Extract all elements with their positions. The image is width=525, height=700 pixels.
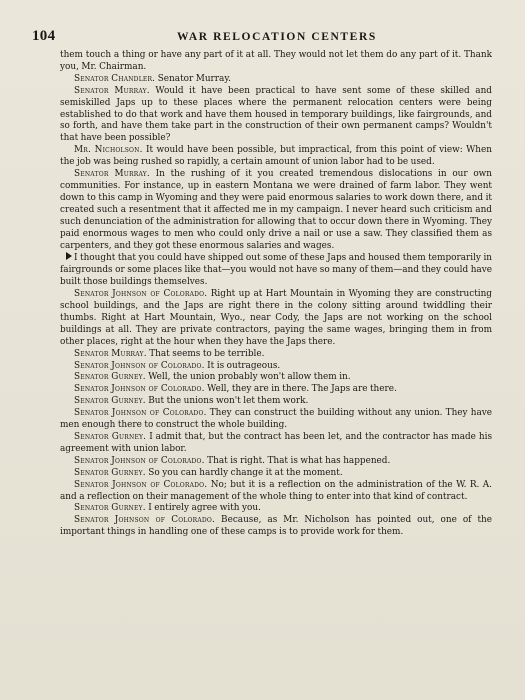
paragraph-text: No; but it is a reflection on the administration of the W. R. A. and a reflection on their management of the whole thing to enter into that kind of contract. <box>60 479 493 502</box>
paragraph <box>60 432 492 456</box>
paragraph-text: Well, the union probably won't allow them in. <box>145 372 351 383</box>
speaker-name: Senator Murray. <box>74 348 147 359</box>
speaker-name: Senator Johnson of Colorado. <box>74 289 208 300</box>
paragraph <box>60 456 492 468</box>
paragraph-text: It would have been possible, but impractical, from this point of view: When the job was being rushed so rapidly, a certain amount of union labor had to be used. <box>60 145 492 168</box>
paragraph-text: But the unions won't let them work. <box>145 396 309 407</box>
paragraph <box>60 408 492 432</box>
speaker-name: Senator Gurney. <box>74 372 146 383</box>
paragraph <box>60 468 492 480</box>
paragraph-text: Well, they are in there. The Japs are there. <box>204 384 397 395</box>
speaker-name: Senator Gurney. <box>74 432 147 442</box>
speaker-name: Senator Johnson of Colorado. <box>74 455 205 466</box>
paragraph-text: So you can hardly change it at the moment. <box>145 467 343 478</box>
paragraph <box>60 361 492 373</box>
speaker-name: Senator Johnson of Colorado. <box>74 408 207 419</box>
speaker-name: Senator Gurney. <box>74 467 146 478</box>
speaker-name: Senator Murray. <box>74 169 150 180</box>
paragraph-text: Right up at Hart Mountain in Wyoming they are constructing school buildings, and the Japs are right there in the colony sitting around twiddling their thumbs. Right at Hart Mountain, Wyo., near Cody, the Japs are not working on the school buildings at all. They are private contractors, paying the same wages, bringing them in from other places, right at the hour when they have the Japs there. <box>60 289 492 347</box>
paragraph <box>60 169 492 252</box>
page-header <box>32 28 477 46</box>
body-text <box>60 50 492 539</box>
paragraph <box>60 86 492 146</box>
paragraph-text: That is right. That is what has happened. <box>204 455 391 466</box>
paragraph-text: Senator Murray. <box>155 73 231 84</box>
paragraph <box>60 74 492 86</box>
page-number: 104 <box>32 28 56 44</box>
paragraph-text: They can construct the building without any union. They have men enough there to construct the whole building. <box>60 408 492 431</box>
paragraph <box>60 503 492 515</box>
speaker-name: Senator Murray. <box>74 85 150 96</box>
pointer-marker-icon <box>66 252 72 260</box>
paragraph <box>60 252 492 289</box>
paragraph <box>60 384 492 396</box>
paragraph-text: I thought that you could have shipped out some of these Japs and housed them temporarily in fairgrounds or some places like that—you would not have so many of them—and they could have built those buildings themselves. <box>60 253 493 288</box>
paragraph-text: It is outrageous. <box>204 360 281 371</box>
paragraph <box>60 396 492 408</box>
speaker-name: Senator Gurney. <box>74 396 146 407</box>
speaker-name: Senator Johnson of Colorado. <box>74 384 205 395</box>
paragraph-text: Would it have been practical to have sent some of these skilled and semiskilled Japs up to these places where the permanent relocation centers were being established to do that work and have them housed in temporary buildings, like fairgrounds, and so forth, and have them take part in the construction of their own permanent camps? Wouldn't that have been possible? <box>60 85 492 144</box>
paragraph-text: I admit that, but the contract has been let, and the contractor has made his agreement with union labor. <box>60 432 493 454</box>
paragraph-text: That seems to be terrible. <box>146 348 265 359</box>
paragraph-text: Because, as Mr. Nicholson has pointed out, one of the important things in handling one of these camps is to provide work for them. <box>60 515 492 538</box>
paragraph <box>60 349 492 361</box>
paragraph <box>60 515 492 539</box>
speaker-name: Mr. Nicholson. <box>74 145 143 156</box>
paragraph-text: In the rushing of it you created tremendous dislocations in our own communities. For instance, up in eastern Montana we were drained of farm labor. They went down to this camp in Wyoming and they were paid enormous salaries to work down there, and it created such a resentment that it affected me in my campaign. I never heard such criticism and such denunciation of the administration for allowing that to occur down there in Wyoming. They paid enormous wages to men who could only drive a nail or use a saw. They classified them as carpenters, and they got these enormous salaries and wages. <box>60 169 492 251</box>
paragraph <box>60 372 492 384</box>
paragraph <box>60 145 492 169</box>
speaker-name: Senator Chandler. <box>74 73 156 84</box>
running-head: WAR RELOCATION CENTERS <box>177 31 377 43</box>
paragraph <box>60 480 492 504</box>
speaker-name: Senator Gurney. <box>74 503 146 514</box>
paragraph-text: I entirely agree with you. <box>145 503 261 514</box>
speaker-name: Senator Johnson of Colorado. <box>74 515 216 526</box>
speaker-name: Senator Johnson of Colorado. <box>74 360 205 371</box>
paragraph <box>60 289 492 349</box>
paragraph <box>60 50 492 74</box>
paragraph-text: them touch a thing or have any part of it at all. They would not let them do any part of it. Thank you, Mr. Chairman. <box>60 50 492 72</box>
speaker-name: Senator Johnson of Colorado. <box>74 479 208 490</box>
